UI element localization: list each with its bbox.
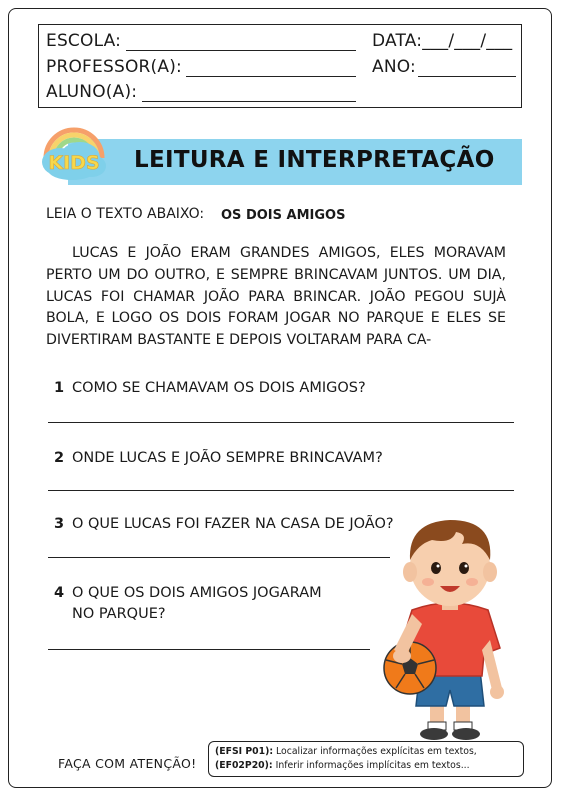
- skill-desc: Localizar informações explícitas em textos,: [276, 746, 477, 757]
- skill-desc: Inferir informações implícitas em textos...: [275, 760, 470, 771]
- rainbow-cloud-icon: [36, 118, 112, 184]
- question-4: [54, 583, 322, 625]
- page-title: LEITURA E INTERPRETAÇÃO: [134, 147, 495, 173]
- question-text-line1: O QUE OS DOIS AMIGOS JOGARAM: [72, 585, 322, 601]
- question-number: 3: [54, 516, 65, 532]
- skill-row: [215, 745, 517, 759]
- boy-with-ball-illustration: [372, 500, 522, 740]
- story-title: OS DOIS AMIGOS: [221, 208, 346, 223]
- kids-logo-text: KIDS: [48, 152, 100, 174]
- professor-field-line[interactable]: [186, 76, 356, 77]
- escola-label: ESCOLA:: [46, 31, 122, 51]
- question-text: ONDE LUCAS E JOÃO SEMPRE BRINCAVAM?: [72, 450, 383, 466]
- footer-note: FAÇA COM ATENÇÃO!: [58, 756, 197, 771]
- aluno-field-line[interactable]: [142, 101, 356, 102]
- answer-line-4[interactable]: [48, 649, 370, 650]
- question-text: O QUE LUCAS FOI FAZER NA CASA DE JOÃO?: [72, 516, 394, 532]
- question-1: [54, 378, 366, 399]
- answer-line-2[interactable]: [48, 490, 514, 491]
- question-text-line2: NO PARQUE?: [72, 606, 166, 622]
- story-paragraph: LUCAS E JOÃO ERAM GRANDES AMIGOS, ELES MORAVAM PERTO UM DO OUTRO, E SEMPRE BRINCAVAM JUNTOS. UM DIA, LUCAS FOI CHAMAR JOÃO PARA BRINCAR. JOÃO PEGOU SUJÀ BOLA, E LOGO OS DOIS FORAM JOGAR NO PARQUE E ELES SE DIVERTIRAM BASTANTE E DEPOIS VOLTARAM PARA CA-: [46, 245, 506, 349]
- professor-label: PROFESSOR(A):: [46, 57, 182, 77]
- answer-line-3[interactable]: [48, 557, 390, 558]
- ano-label: ANO:: [372, 57, 416, 77]
- skill-code: (EFSI P01):: [215, 746, 274, 757]
- answer-line-1[interactable]: [48, 422, 514, 423]
- question-number: 2: [54, 450, 65, 466]
- skills-box: [208, 741, 524, 777]
- ano-field-line[interactable]: [418, 76, 516, 77]
- question-3: [54, 514, 394, 535]
- question-2: [54, 448, 383, 469]
- instruction-label: LEIA O TEXTO ABAIXO:: [46, 206, 205, 222]
- aluno-label: ALUNO(A):: [46, 82, 138, 102]
- question-text: COMO SE CHAMAVAM OS DOIS AMIGOS?: [72, 380, 366, 396]
- skill-code: (EF02P20):: [215, 760, 273, 771]
- data-label: DATA:___/___/___: [372, 31, 513, 51]
- question-number: 1: [54, 380, 65, 396]
- question-number: 4: [54, 585, 65, 601]
- skill-row: [215, 759, 517, 773]
- escola-field-line[interactable]: [126, 50, 356, 51]
